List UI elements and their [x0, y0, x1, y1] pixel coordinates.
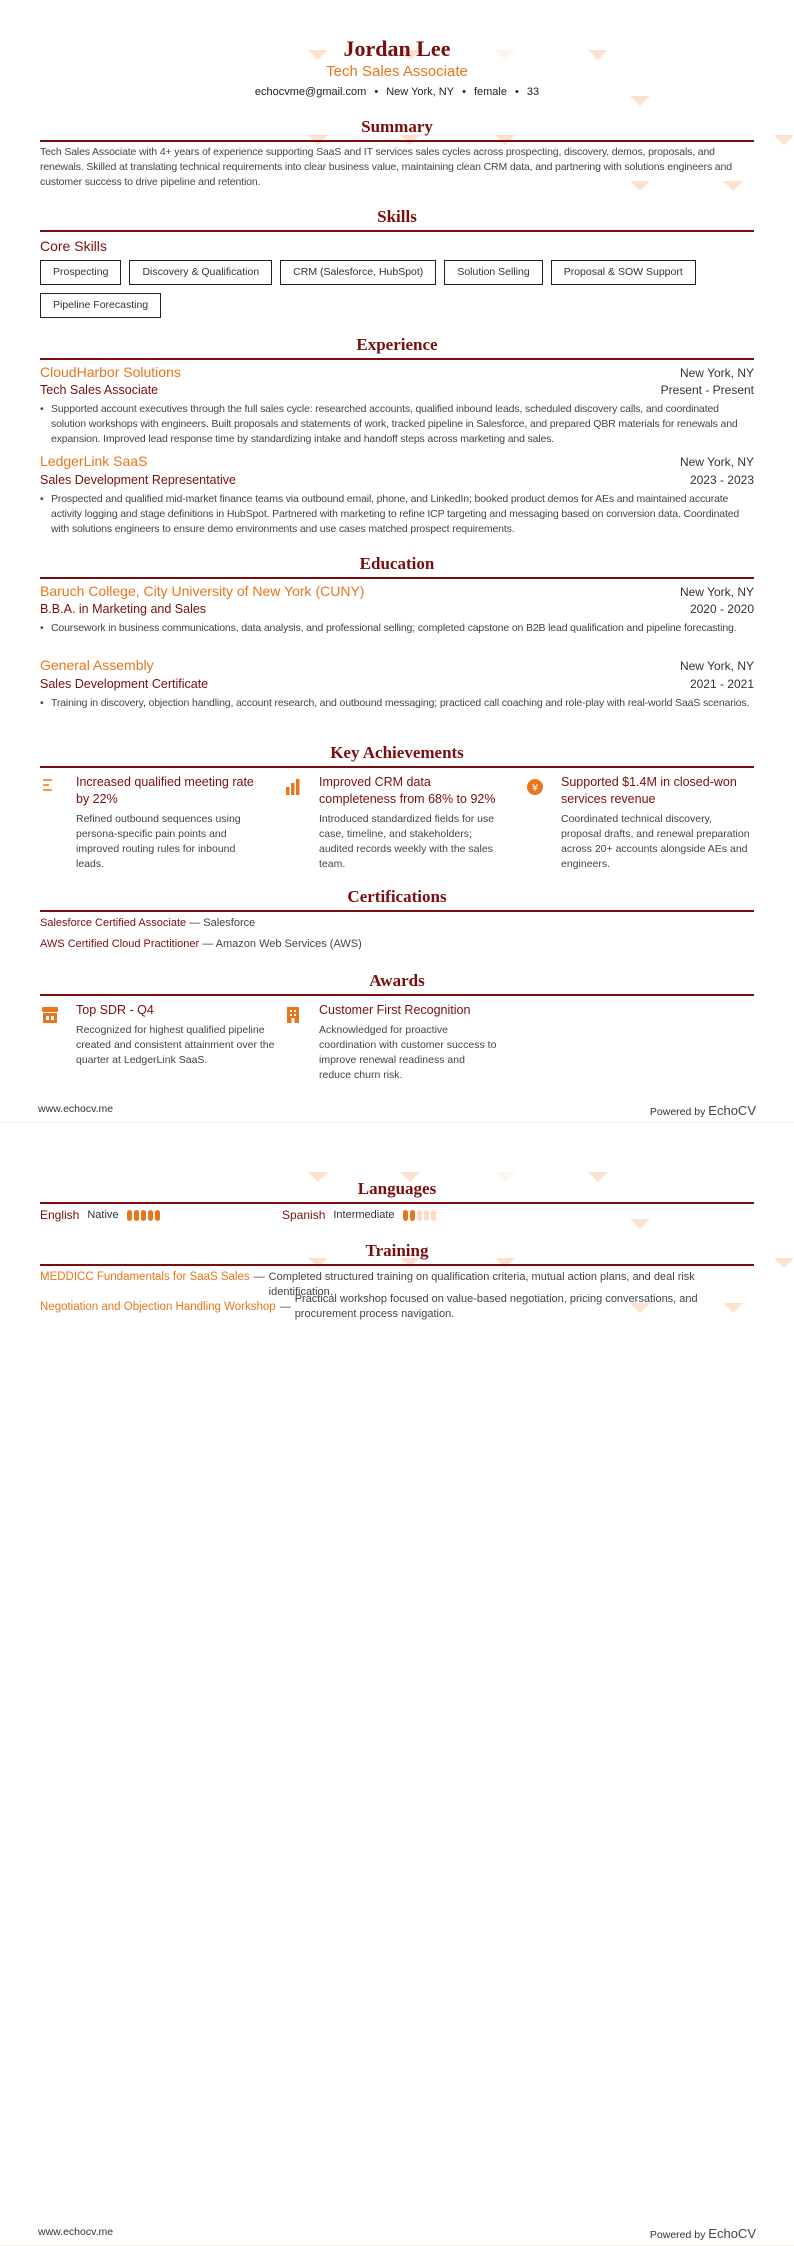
degree: Sales Development Certificate — [40, 677, 209, 691]
language-item — [40, 1208, 160, 1222]
education-entry-header — [40, 657, 754, 673]
rating-pip — [417, 1210, 422, 1221]
training-desc: Completed structured training on qualification criteria, mutual action plans, and deal risk identification. — [268, 1271, 695, 1298]
achievement-item — [525, 774, 755, 872]
training-heading: Training — [40, 1241, 754, 1266]
rating-pip — [127, 1210, 132, 1221]
award-item — [283, 1002, 498, 1083]
powered-by-label: Powered by — [649, 2229, 706, 2241]
brand-logo[interactable]: EchoCV — [708, 1103, 756, 1118]
school-name: Baruch College, City University of New York (CUNY) — [40, 583, 365, 599]
language-rating — [403, 1210, 436, 1221]
school-location: New York, NY — [679, 659, 754, 673]
education-heading: Education — [40, 554, 754, 579]
training-item: MEDDICC Fundamentals for SaaS Sales — Completed structured training on qualification criteria, mutual action plans, and deal risk identification. — [40, 1270, 754, 1300]
experience-entry-header — [40, 364, 754, 380]
skill-chip: Pipeline Forecasting — [40, 293, 161, 318]
education-dates: 2021 - 2021 — [689, 677, 754, 691]
languages-heading: Languages — [40, 1179, 754, 1204]
skills-list — [40, 260, 754, 318]
achievements-heading: Key Achievements — [40, 743, 754, 768]
award-desc: Recognized for highest qualified pipeline created and consistent attainment over the quarter at LedgerLink SaaS. — [76, 1024, 275, 1066]
experience-entry-role — [40, 383, 754, 397]
rating-pip — [148, 1210, 153, 1221]
achievement-desc: Refined outbound sequences using persona-specific pain points and improved routing rules for inbound leads. — [76, 813, 241, 870]
job-dates: Present - Present — [660, 383, 754, 397]
company-name: LedgerLink SaaS — [40, 453, 148, 469]
achievement-item — [283, 774, 498, 872]
rating-pip — [431, 1210, 436, 1221]
separator: • — [514, 86, 519, 98]
job-bullet: • Prospected and qualified mid-market finance teams via outbound email, phone, and LinkedIn; booked product demos for AEs and maintained accurate activity logging and stage definitions in HubSpot. Partnered with marketing to refine ICP targeting and messaging based on conversion data. Coordinated with solutions engineers to ensure demo environments and use cases matched prospect requirements. — [40, 492, 754, 537]
footer-powered — [650, 2226, 756, 2241]
certification-name: Salesforce Certified Associate — [40, 917, 187, 929]
certifications-heading: Certifications — [40, 887, 754, 912]
job-title: Sales Development Representative — [40, 473, 236, 487]
candidate-name: Jordan Lee — [343, 36, 451, 61]
education-bullet: • Training in discovery, objection handling, account research, and outbound messaging; practiced call coaching and role-play with real-world SaaS scenarios. — [40, 696, 754, 711]
store-icon — [40, 1006, 60, 1026]
certification-item: Salesforce Certified Associate — Salesforce — [40, 917, 256, 929]
education-entry-header — [40, 583, 754, 599]
language-name: Spanish — [282, 1208, 326, 1222]
education-entry-degree — [40, 677, 754, 691]
experience-entry-role — [40, 473, 754, 487]
contact-email[interactable]: echocvme@gmail.com — [254, 86, 367, 98]
achievement-item — [40, 774, 255, 872]
training-item: Negotiation and Objection Handling Workshop — Practical workshop focused on value-based negotiation, pricing conversations, and procurement process navigation. — [40, 1292, 754, 1322]
skills-heading: Skills — [40, 207, 754, 232]
page-footer — [38, 2226, 756, 2241]
summary-text: Tech Sales Associate with 4+ years of experience supporting SaaS and IT services sales cycles across prospecting, discovery, demos, proposals, and renewals. Skilled at translating technical requirements into clear business value, maintaining clean CRM data, and partnering with solutions engineers and customer success to drive pipeline and retention. — [40, 146, 732, 188]
rating-pip — [424, 1210, 429, 1221]
footer-powered — [650, 1103, 756, 1118]
rating-pip — [141, 1210, 146, 1221]
contact-age: 33 — [526, 86, 540, 98]
language-item — [282, 1208, 436, 1222]
job-location: New York, NY — [679, 455, 754, 469]
decor-triangle — [630, 1219, 650, 1229]
rating-pip — [403, 1210, 408, 1221]
rating-pip — [410, 1210, 415, 1221]
training-name: Negotiation and Objection Handling Workshop — [40, 1300, 276, 1313]
awards-heading: Awards — [40, 971, 754, 996]
degree: B.B.A. in Marketing and Sales — [40, 602, 207, 616]
decor-triangle — [774, 1258, 794, 1268]
brand-logo[interactable]: EchoCV — [708, 2226, 756, 2241]
currency-icon — [525, 778, 545, 798]
separator: • — [374, 86, 379, 98]
footer-site-link[interactable]: www.echocv.me — [38, 2226, 114, 2238]
contact-line — [0, 86, 794, 98]
education-entry-degree — [40, 602, 754, 616]
award-title: Customer First Recognition — [319, 1003, 471, 1017]
certification-item: AWS Certified Cloud Practitioner — Amazon Web Services (AWS) — [40, 938, 362, 950]
powered-by-label: Powered by — [649, 1106, 706, 1118]
language-level: Native — [87, 1209, 119, 1221]
job-location: New York, NY — [679, 366, 754, 380]
rating-pip — [155, 1210, 160, 1221]
certification-name: AWS Certified Cloud Practitioner — [40, 938, 200, 950]
skill-chip: Discovery & Qualification — [129, 260, 272, 285]
skills-group-title: Core Skills — [40, 238, 107, 254]
separator: • — [462, 86, 466, 98]
decor-triangle — [774, 135, 794, 145]
bar-chart-icon — [283, 778, 303, 798]
candidate-title: Tech Sales Associate — [326, 63, 468, 80]
job-title: Tech Sales Associate — [40, 383, 159, 397]
company-name: CloudHarbor Solutions — [40, 364, 181, 380]
language-rating — [127, 1210, 160, 1221]
training-name: MEDDICC Fundamentals for SaaS Sales — [40, 1271, 250, 1283]
language-level: Intermediate — [333, 1209, 395, 1221]
award-item — [40, 1002, 275, 1068]
page-footer — [38, 1103, 756, 1118]
skill-chip: Prospecting — [40, 260, 121, 285]
footer-site-link[interactable]: www.echocv.me — [38, 1103, 114, 1115]
job-dates: 2023 - 2023 — [689, 473, 754, 487]
certification-issuer: Amazon Web Services (AWS) — [215, 938, 362, 950]
skill-chip: CRM (Salesforce, HubSpot) — [280, 260, 436, 285]
education-dates: 2020 - 2020 — [689, 602, 754, 616]
education-bullet: • Coursework in business communications, data analysis, and professional selling; completed capstone on B2B lead qualification and pipeline forecasting. — [40, 621, 754, 636]
skill-chip: Proposal & SOW Support — [551, 260, 696, 285]
job-bullet: • Supported account executives through the full sales cycle: researched accounts, qualified inbound leads, scheduled discovery calls, and coordinated solution workshops with engineers. Built proposals and statements of work, tracked pipeline in Salesforce, and prepared QBR materials for renewals and expansion. Improved lead response time by standardizing intake and handoff steps across marketing and sales. — [40, 402, 754, 447]
building-icon — [283, 1006, 303, 1026]
award-desc: Acknowledged for proactive coordination with customer success to improve renewal readiness and reduce churn risk. — [319, 1024, 497, 1081]
achievement-desc: Coordinated technical discovery, proposal drafts, and renewal preparation across 20+ accounts alongside AEs and engineers. — [561, 813, 750, 870]
rating-pip — [134, 1210, 139, 1221]
achievement-title: Improved CRM data completeness from 68% to 92% — [319, 775, 496, 806]
experience-heading: Experience — [40, 335, 754, 360]
achievement-title: Increased qualified meeting rate by 22% — [76, 775, 254, 806]
achievement-title: Supported $1.4M in closed-won services revenue — [561, 775, 737, 806]
school-name: General Assembly — [40, 657, 154, 673]
svg-text:¥: ¥ — [531, 783, 539, 794]
language-name: English — [40, 1208, 80, 1222]
summary-heading: Summary — [40, 117, 754, 142]
training-desc: Practical workshop focused on value-based negotiation, pricing conversations, and procurement process navigation. — [294, 1293, 698, 1320]
achievement-desc: Introduced standardized fields for use case, timeline, and stakeholders; audited records weekly with the sales team. — [319, 813, 495, 870]
skill-chip: Solution Selling — [444, 260, 542, 285]
certification-issuer: Salesforce — [203, 917, 256, 929]
school-location: New York, NY — [679, 585, 754, 599]
list-icon — [40, 778, 60, 798]
award-title: Top SDR - Q4 — [76, 1003, 154, 1017]
contact-location: New York, NY — [386, 86, 455, 98]
experience-entry-header — [40, 453, 754, 469]
contact-gender: female — [473, 86, 507, 98]
